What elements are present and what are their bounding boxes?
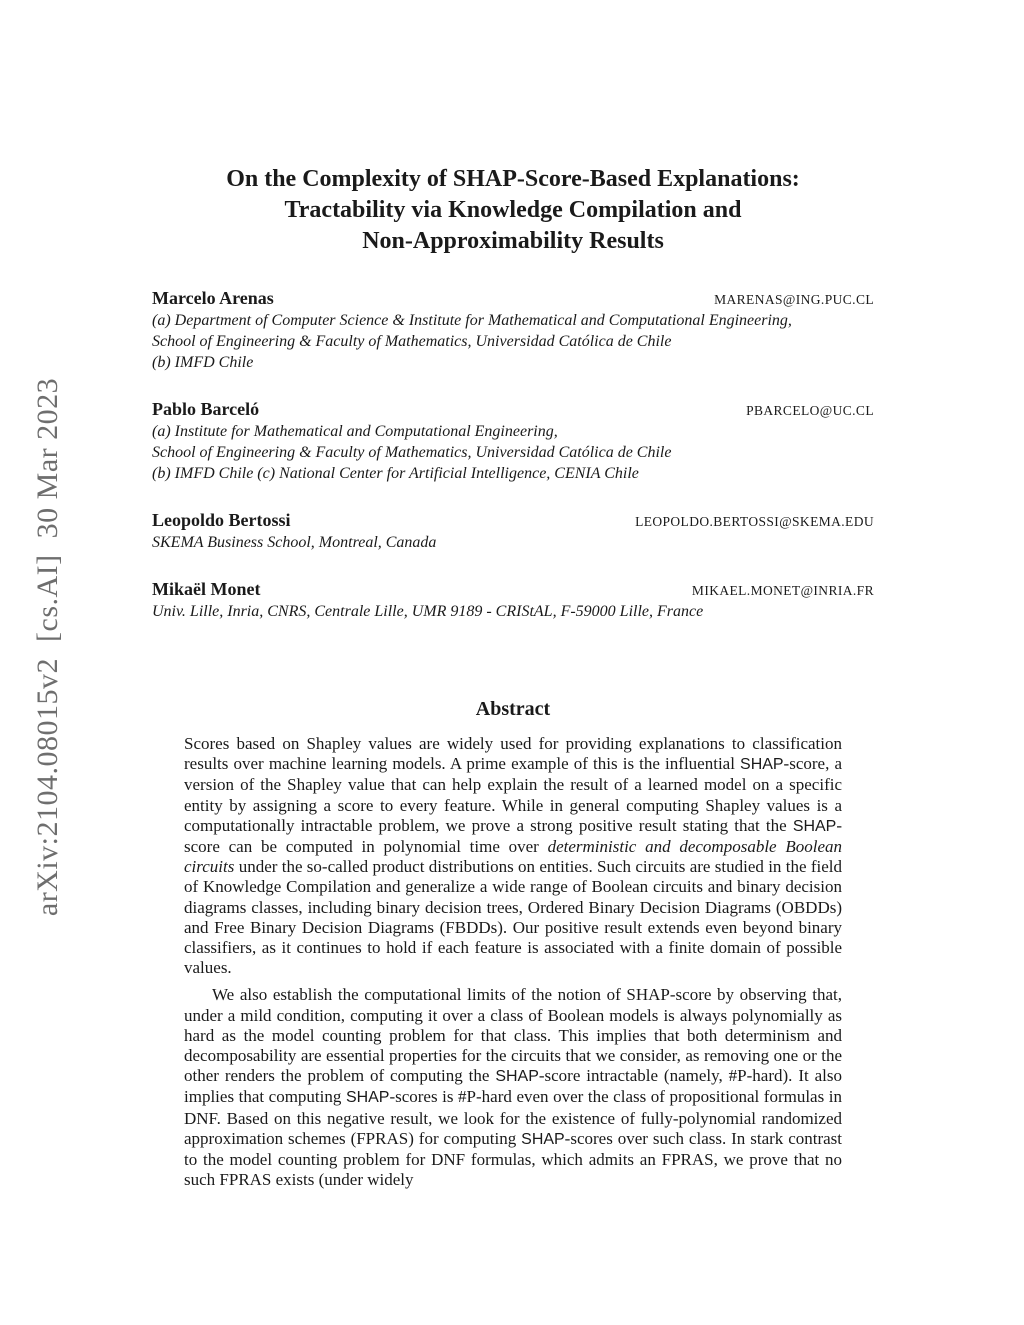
author-block (152, 510, 874, 553)
abstract-text-segment: SHAP (495, 1068, 539, 1086)
author-affiliation (152, 421, 874, 484)
author-name-row (152, 510, 874, 532)
paper-title-line: Tractability via Knowledge Compilation and (284, 197, 742, 223)
abstract-text-segment: -scores is #P-hard even over the class of propositional formulas in DNF. Based on this negative result, we look for the existence of fully-polynomial randomized approximation schemes (FPRAS) for computing (184, 1087, 842, 1148)
author-name: Leopoldo Bertossi (152, 510, 291, 530)
abstract-text-segment: -score intractable (namely, #P-hard). It also implies that computing (184, 1066, 842, 1107)
abstract-text-segment: SHAP (740, 756, 784, 774)
abstract-text-segment: deterministic and decomposable Boolean circuits (184, 837, 842, 877)
author-affiliation-line: (a) Institute for Mathematical and Computational Engineering, (152, 423, 558, 440)
author-name-row (152, 579, 874, 601)
author-affiliation-line: School of Engineering & Faculty of Mathematics, Universidad Católica de Chile (152, 444, 672, 461)
author-name: Mikaël Monet (152, 579, 261, 599)
abstract-paragraph (184, 734, 842, 978)
authors-section (152, 288, 874, 622)
author-affiliation (152, 601, 874, 622)
paper-title-line: Non-Approximability Results (362, 228, 664, 254)
abstract-text-segment: -score, a version of the Shapley value that can help explain the result of a learned model on a specific entity by assigning a score to every feature. While in general computing Shapley values is a computationally intractable problem, we prove a strong positive result stating that the (184, 754, 842, 835)
author-affiliation (152, 532, 874, 553)
author-name-row (152, 288, 874, 310)
author-affiliation-line: School of Engineering & Faculty of Mathematics, Universidad Católica de Chile (152, 333, 672, 350)
author-block (152, 288, 874, 373)
author-affiliation-line: Univ. Lille, Inria, CNRS, Centrale Lille, UMR 9189 - CRIStAL, F-59000 Lille, France (152, 603, 704, 620)
abstract-heading: Abstract (475, 698, 551, 720)
paper-title-line: On the Complexity of SHAP-Score-Based Explanations: (226, 166, 800, 192)
abstract-text-segment: SHAP (345, 1089, 390, 1107)
author-email: PBARCELO@UC.CL (746, 403, 874, 418)
abstract-text-segment: SHAP (521, 1130, 565, 1148)
abstract-paragraph (184, 985, 842, 1190)
author-name: Marcelo Arenas (152, 288, 274, 308)
author-block (152, 399, 874, 484)
arxiv-watermark (0, 0, 96, 1294)
abstract-text-segment: Scores based on Shapley values are widely used for providing explanations to classification results over machine learning models. A prime example of this is the influential (184, 734, 842, 774)
author-affiliation (152, 310, 874, 373)
paper-title (152, 164, 874, 257)
author-email: MARENAS@ING.PUC.CL (714, 292, 874, 307)
author-affiliation-line: (a) Department of Computer Science & Institute for Mathematical and Computational Engineering, (152, 312, 792, 329)
author-block (152, 579, 874, 622)
abstract-text-segment: -scores over such class. In stark contrast to the model counting problem for DNF formulas, which admits an FPRAS, we prove that no such FPRAS exists (under widely (184, 1128, 843, 1190)
abstract-body (184, 734, 842, 1190)
abstract-text-segment: We also establish the computational limits of the notion of SHAP-score by observing that, under a mild condition, computing it over a class of Boolean models is always polynomially as hard as the model counting problem for that class. This implies that both determinism and decomposability are essential properties for the circuits that we consider, as removing one or the other renders the problem of computing the (184, 985, 842, 1086)
author-email: MIKAEL.MONET@INRIA.FR (691, 583, 874, 598)
arxiv-watermark-text: arXiv:2104.08015v2 [cs.AI] 30 Mar 2023 (31, 377, 64, 917)
abstract-text-segment: SHAP (792, 817, 837, 835)
abstract-text-segment: under the so-called product distributions on entities. Such circuits are studied in the field of Knowledge Compilation and generalize a wide range of Boolean circuits and binary decision diagrams classes, including binary decision trees, Ordered Binary Decision Diagrams (OBDDs) and Free Binary Decision Diagrams (FBDDs). Our positive result extends even beyond binary classifiers, as it continues to hold if each feature is associated with a finite domain of possible values. (184, 857, 842, 978)
page-content (152, 0, 874, 1190)
abstract-text-segment: -score can be computed in polynomial time over (184, 815, 842, 857)
author-email: LEOPOLDO.BERTOSSI@SKEMA.EDU (635, 514, 874, 529)
author-name-row (152, 399, 874, 421)
author-affiliation-line: (b) IMFD Chile (152, 354, 254, 371)
author-affiliation-line: (b) IMFD Chile (c) National Center for Artificial Intelligence, CENIA Chile (152, 465, 639, 482)
author-name: Pablo Barceló (152, 399, 260, 419)
author-affiliation-line: SKEMA Business School, Montreal, Canada (152, 534, 437, 551)
